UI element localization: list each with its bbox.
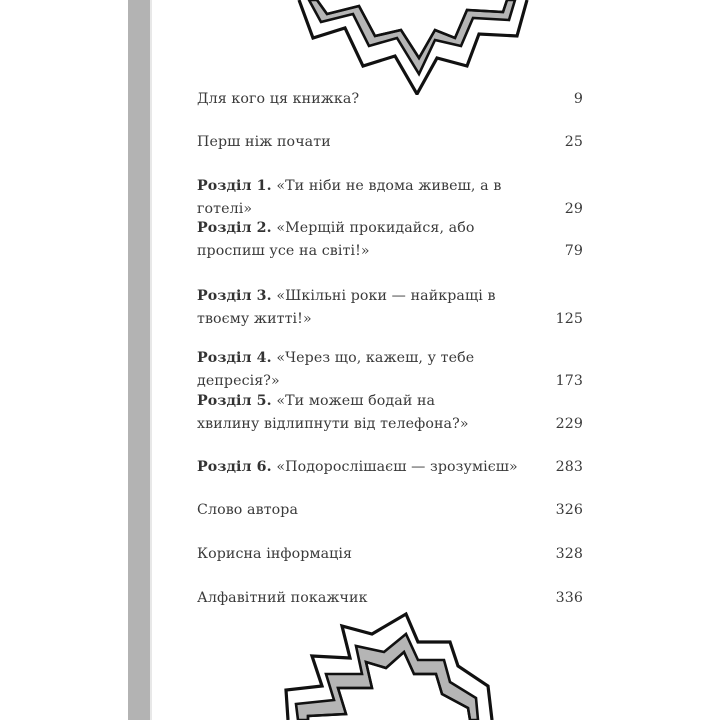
toc-entry-title bbox=[197, 285, 497, 331]
toc-entry-text: Слово автора bbox=[197, 502, 299, 518]
toc-entry-title bbox=[197, 499, 537, 522]
toc-entry[interactable] bbox=[197, 499, 583, 522]
zigzag-burst-top-icon bbox=[295, 0, 530, 95]
toc-entry-page-number: 328 bbox=[555, 546, 583, 562]
toc-entry-title bbox=[197, 131, 537, 154]
toc-entry[interactable] bbox=[197, 88, 583, 111]
toc-entry[interactable] bbox=[197, 543, 583, 566]
toc-entry-title bbox=[197, 217, 527, 263]
toc-entry-text: Перш ніж почати bbox=[197, 134, 331, 150]
toc-entry-title bbox=[197, 390, 497, 436]
toc-entry-text: Корисна інформація bbox=[197, 546, 353, 562]
toc-entry-text: «Мерщій прокидайся, або проспиш усе на світі!» bbox=[197, 220, 475, 259]
toc-entry-page-number: 9 bbox=[573, 91, 583, 107]
page-spine-bar bbox=[128, 0, 150, 720]
toc-entry-page-number: 79 bbox=[564, 243, 583, 259]
toc-entry[interactable] bbox=[197, 587, 583, 610]
toc-entry-label: Розділ 1. bbox=[197, 178, 272, 194]
toc-entry-label: Розділ 2. bbox=[197, 220, 272, 236]
toc-entry-page-number: 25 bbox=[564, 134, 583, 150]
toc-entry-page-number: 29 bbox=[564, 201, 583, 217]
toc-entry-label: Розділ 5. bbox=[197, 393, 272, 409]
toc-entry[interactable] bbox=[197, 131, 583, 154]
toc-entry-page-number: 125 bbox=[555, 311, 583, 327]
toc-entry-text: Алфавітний покажчик bbox=[197, 590, 368, 606]
toc-entry[interactable] bbox=[197, 390, 583, 436]
toc-entry-page-number: 283 bbox=[555, 459, 583, 475]
toc-entry-title bbox=[197, 175, 557, 221]
toc-entry-page-number: 336 bbox=[555, 590, 583, 606]
toc-entry-text: «Подорослішаєш — зрозумієш» bbox=[276, 459, 518, 475]
toc-entry-label: Розділ 4. bbox=[197, 350, 272, 366]
toc-entry-text: «Ти ніби не вдома живеш, а в готелі» bbox=[197, 178, 502, 217]
toc-entry-text: «Ти можеш бодай на хвилину відлипнути від телефона?» bbox=[197, 393, 469, 432]
toc-entry-title bbox=[197, 587, 537, 610]
page-spine-edge bbox=[150, 0, 152, 720]
toc-entry-text: Для кого ця книжка? bbox=[197, 91, 360, 107]
toc-entry-label: Розділ 6. bbox=[197, 459, 272, 475]
toc-entry[interactable] bbox=[197, 175, 583, 221]
zigzag-burst-bottom-icon bbox=[280, 608, 520, 720]
toc-entry-text: «Шкільні роки — найкращі в твоєму житті!» bbox=[197, 288, 496, 327]
toc-entry[interactable] bbox=[197, 347, 583, 393]
toc-entry[interactable] bbox=[197, 285, 583, 331]
toc-entry-page-number: 173 bbox=[555, 373, 583, 389]
toc-entry-text: «Через що, кажеш, у тебе депресія?» bbox=[197, 350, 475, 389]
toc-entry-page-number: 326 bbox=[555, 502, 583, 518]
toc-entry-title bbox=[197, 88, 537, 111]
toc-entry-title bbox=[197, 347, 557, 393]
toc-entry[interactable] bbox=[197, 456, 583, 479]
toc-entry-title bbox=[197, 456, 557, 479]
toc-entry-title bbox=[197, 543, 537, 566]
toc-entry-page-number: 229 bbox=[555, 416, 583, 432]
toc-entry[interactable] bbox=[197, 217, 583, 263]
toc-entry-label: Розділ 3. bbox=[197, 288, 272, 304]
